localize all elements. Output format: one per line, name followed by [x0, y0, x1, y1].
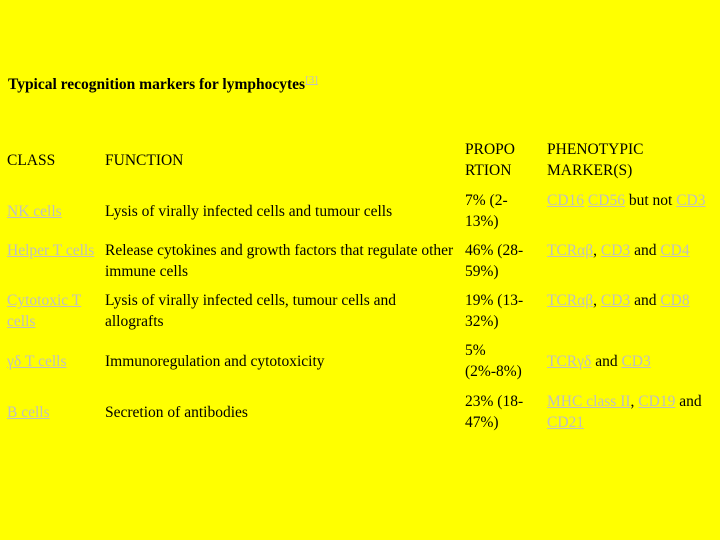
marker-link[interactable]: TCRγδ — [547, 353, 592, 370]
row-helper-t-function: Release cytokines and growth factors that regulate other immune cells — [105, 242, 454, 280]
row-b-cells-proportion: 23% (18-47%) — [465, 393, 524, 431]
marker-link[interactable]: CD4 — [660, 242, 690, 259]
row-cytotoxic-t-class-link[interactable]: Cytotoxic T cells — [7, 292, 82, 330]
row-b-cells-class-link[interactable]: B cells — [7, 404, 50, 421]
row-nk-function: Lysis of virally infected cells and tumour cells — [105, 203, 393, 220]
marker-link[interactable]: CD3 — [600, 292, 631, 309]
marker-link[interactable]: CD21 — [547, 414, 585, 431]
marker-link[interactable]: CD8 — [660, 292, 690, 309]
marker-text: and — [630, 292, 661, 309]
marker-text: and — [675, 393, 702, 410]
page-title — [8, 74, 318, 94]
row-helper-t-proportion: 46% (28-59%) — [465, 242, 524, 280]
marker-link[interactable]: CD56 — [587, 192, 625, 209]
row-cytotoxic-t-markers — [547, 290, 717, 311]
marker-text: , — [593, 242, 601, 259]
marker-link[interactable]: MHC class II — [547, 393, 631, 410]
marker-link[interactable]: TCRαβ — [547, 242, 594, 259]
marker-link[interactable]: CD3 — [621, 353, 651, 370]
header-proportion: PROPO RTION — [465, 141, 515, 179]
marker-text: and — [591, 353, 622, 370]
row-gd-t-function: Immunoregulation and cytotoxicity — [105, 353, 325, 370]
row-gd-t-proportion: 5% (2%-8%) — [465, 342, 522, 380]
marker-text: and — [630, 242, 661, 259]
row-nk-proportion: 7% (2-13%) — [465, 192, 508, 230]
header-function: FUNCTION — [105, 152, 184, 169]
row-nk-class-link[interactable]: NK cells — [7, 203, 62, 220]
header-class: CLASS — [7, 152, 56, 169]
marker-link[interactable]: CD19 — [638, 393, 676, 410]
title-text: Typical recognition markers for lymphocytes — [8, 76, 306, 94]
title-reference-link[interactable]: [3] — [305, 74, 318, 86]
row-b-cells-function: Secretion of antibodies — [105, 404, 248, 421]
header-phenotypic-markers: PHENOTYPIC MARKER(S) — [547, 141, 644, 179]
row-cytotoxic-t-function: Lysis of virally infected cells, tumour cells and allografts — [105, 292, 396, 330]
row-helper-t-class-link[interactable]: Helper T cells — [7, 242, 95, 259]
marker-text: , — [630, 393, 639, 410]
row-nk-markers — [547, 190, 717, 211]
marker-text: but not — [624, 192, 677, 209]
marker-link[interactable]: CD16 — [547, 192, 585, 209]
row-b-cells-markers — [547, 391, 717, 433]
row-helper-t-markers — [547, 240, 717, 261]
marker-link[interactable]: TCRαβ — [547, 292, 594, 309]
marker-text: , — [593, 292, 601, 309]
marker-link[interactable]: CD3 — [676, 192, 706, 209]
row-cytotoxic-t-proportion: 19% (13-32%) — [465, 292, 524, 330]
marker-link[interactable]: CD3 — [600, 242, 631, 259]
row-gd-t-markers — [547, 351, 717, 372]
row-gd-t-class-link[interactable]: γδ T cells — [7, 353, 67, 370]
